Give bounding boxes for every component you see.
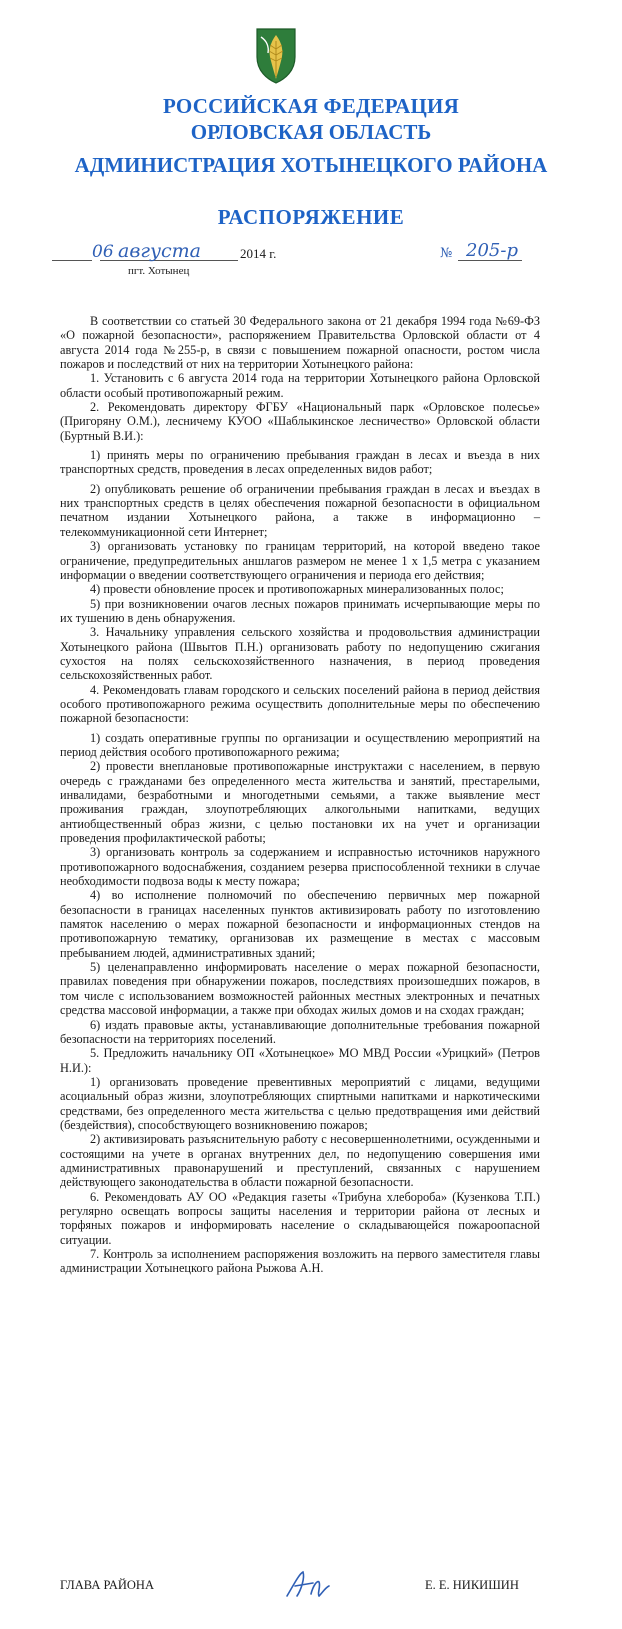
coat-of-arms-icon — [255, 27, 297, 85]
paragraph: 5) целенаправленно информировать население о мерах пожарной безопасности, правилах поведения при обнаружении пожаров, последствиях произошедших пожаров, в том числе с использованием возможностей районных местных электронных и печатных средства массовой информации, а также при обходах жилых домов и на сходах граждан; — [60, 960, 540, 1018]
paragraph: 2. Рекомендовать директору ФГБУ «Национальный парк «Орловское полесье» (Пригоряну О.М.), лесничему КУОО «Шаблыкинское лесничество» Орловской области (Буртный В.И.): — [60, 400, 540, 443]
paragraph: 4) во исполнение полномочий по обеспечению первичных мер пожарной безопасности в границах населенных пунктов активизировать работу по изготовлению памяток населению о мерах пожарной безопасности и информационных стендов на противопожарную тематику, организовав их размещение в местах с массовым пребыванием людей, административных зданий; — [60, 888, 540, 960]
paragraph: 2) провести внеплановые противопожарные инструктажи с населением, в первую очередь с гражданами без определенного места жительства и занятий, престарелыми, инвалидами, безработными и многодетными семьями, а также выявление мест проживания граждан, злоупотребляющих алкогольными напитками, ведущих антиобщественный образ жизни, с целью постановки их на учет и организации проведения профилактической работы; — [60, 759, 540, 846]
date-day: 06 — [92, 242, 114, 262]
paragraph: 5) при возникновении очагов лесных пожаров принимать исчерпывающие меры по их тушению в день обнаружения. — [60, 596, 540, 625]
date-month: августа — [118, 240, 201, 262]
header-country: РОССИЙСКАЯ ФЕДЕРАЦИЯ — [163, 94, 459, 118]
paragraph: 3) организовать установку по границам территорий, на которой введено такое ограничение, предупредительных аншлагов размером не менее 1 х 1,5 метра с указанием информации о введении соответствующего ограничения и периода его действия; — [60, 539, 540, 582]
signatory-name: Е. Е. НИКИШИН — [425, 1578, 519, 1592]
header-administration: АДМИНИСТРАЦИЯ ХОТЫНЕЦКОГО РАЙОНА — [74, 153, 548, 177]
paragraph: 3) организовать контроль за содержанием и исправностью источников наружного противопожарного водоснабжения, созданием резерва приспособленной техники в случае необходимости подвоза воды к месту пожара; — [60, 845, 540, 889]
paragraph: 4. Рекомендовать главам городского и сельских поселений района в период действия особого противопожарного режима осуществить дополнительные меры по обеспечению пожарной безопасности: — [60, 682, 540, 726]
paragraph: 7. Контроль за исполнением распоряжения возложить на первого заместителя главы администрации Хотынецкого района Рыжова А.Н. — [60, 1247, 540, 1276]
paragraph: 1) создать оперативные группы по организации и осуществлению мероприятий на период действия особого противопожарного режима; — [60, 730, 540, 759]
header-region: ОРЛОВСКАЯ ОБЛАСТЬ — [190, 120, 432, 144]
paragraph: 3. Начальнику управления сельского хозяйства и продовольствия администрации Хотынецкого района (Швытов П.Н.) организовать работу по недопущению сжигания сухостоя на полях сельскохозяйственного назначения, в период проведения сельскохозяйственных работ. — [60, 625, 540, 683]
paragraph: В соответствии со статьей 30 Федерального закона от 21 декабря 1994 года №69-ФЗ «О пожарной безопасности», распоряжением Правительства Орловской области от 4 августа 2014 года №255-р, в связи с повышением пожарной опасности, ростом числа пожаров и последствий от них на территории Хотынецкого района: — [60, 314, 540, 372]
document-body — [60, 314, 540, 1276]
paragraph: 4) провести обновление просек и противопожарных минерализованных полос; — [90, 582, 504, 597]
document-title: РАСПОРЯЖЕНИЕ — [217, 205, 405, 229]
signatory-position: ГЛАВА РАЙОНА — [60, 1578, 154, 1592]
paragraph: 1) организовать проведение превентивных мероприятий с лицами, ведущими асоциальный образ жизни, злоупотребляющих спиртными напитками и наркотическими средствами, без определенного места жительства с целью предотвращения ими действий (бездействия), способствующего возникновению пожаров; — [60, 1074, 540, 1132]
date-line — [0, 240, 622, 284]
date-year: 2014 г. — [240, 246, 277, 261]
place-of-issue: пгт. Хотынец — [128, 265, 190, 277]
paragraph: 6) издать правовые акты, устанавливающие дополнительные требования пожарной безопасности на территориях поселений. — [60, 1017, 540, 1046]
paragraph: 2) опубликовать решение об ограничении пребывания граждан в лесах и въездах в них транспортных средств в целях обеспечения пожарной безопасности в официальном печатном издании Хотынецкого района, а также в информационно – телекоммуникационной сети Интернет; — [60, 481, 540, 539]
handwritten-signature — [283, 1568, 331, 1602]
document-number: 205-р — [466, 240, 518, 261]
paragraph: 2) активизировать разъяснительную работу с несовершеннолетними, осужденными и состоящими на учете в органах внутренних дел, по недопущению совершения ими административных правонарушений и преступлений, связанных с нарушением действующего законодательства в области пожарной безопасности. — [60, 1132, 540, 1190]
paragraph: 5. Предложить начальнику ОП «Хотынецкое» МО МВД России «Урицкий» (Петров Н.И.): — [60, 1046, 540, 1075]
paragraph: 1. Установить с 6 августа 2014 года на территории Хотынецкого района Орловской области особый противопожарный режим. — [60, 371, 540, 400]
paragraph: 1) принять меры по ограничению пребывания граждан в лесах и въезда в них транспортных средств, проведения в лесах определенных видов работ; — [60, 448, 540, 477]
paragraph: 6. Рекомендовать АУ ОО «Редакция газеты «Трибуна хлебороба» (Кузенкова Т.П.) регулярно освещать вопросы защиты населения и территории района от лесных и торфяных пожаров и информировать население о складывающейся пожароопасной ситуации. — [60, 1189, 540, 1247]
number-sign: № — [440, 246, 453, 261]
signature-block — [0, 1578, 622, 1608]
